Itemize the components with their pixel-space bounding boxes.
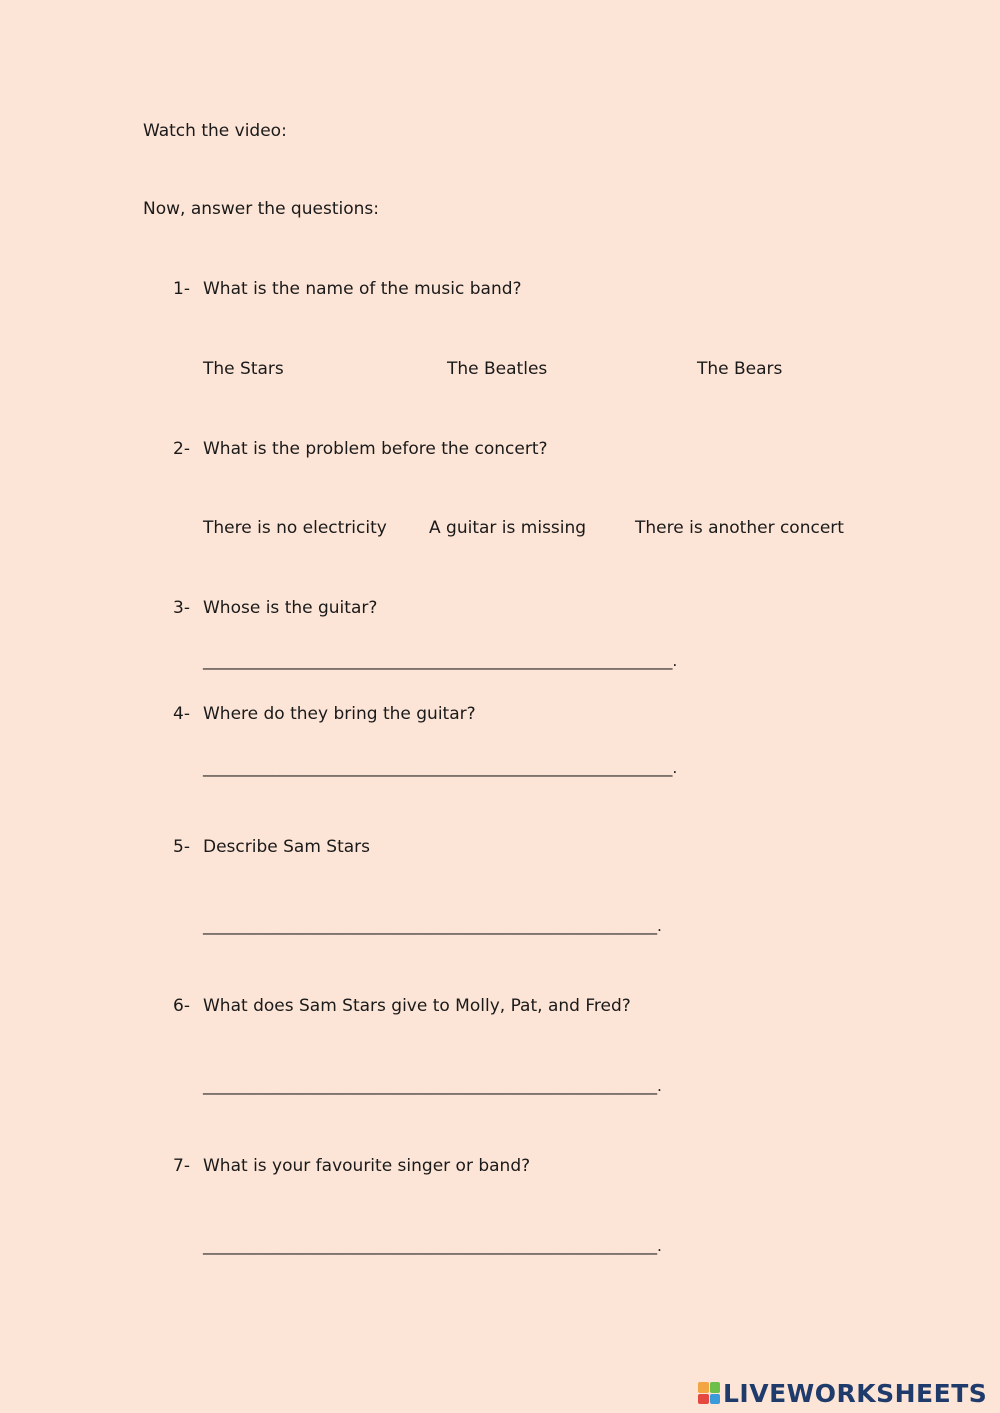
option-no-electricity[interactable]: There is no electricity xyxy=(203,518,387,538)
answer-instruction: Now, answer the questions: xyxy=(143,199,379,219)
answer-field-6[interactable]: ___________________________________________________________. xyxy=(203,1077,662,1095)
option-another-concert[interactable]: There is another concert xyxy=(635,518,844,538)
option-guitar-missing[interactable]: A guitar is missing xyxy=(429,518,587,538)
watch-instruction: Watch the video: xyxy=(143,121,287,141)
question-number: 5- xyxy=(173,837,190,857)
question-text: What does Sam Stars give to Molly, Pat, and Fred? xyxy=(203,996,631,1016)
question-number: 6- xyxy=(173,996,190,1016)
question-text: Where do they bring the guitar? xyxy=(203,704,476,724)
question-number: 2- xyxy=(173,439,190,459)
logo-mark-icon xyxy=(698,1382,720,1404)
question-text: What is the name of the music band? xyxy=(203,279,522,299)
question-number: 7- xyxy=(173,1156,190,1176)
answer-field-4[interactable]: _____________________________________________________________. xyxy=(203,759,678,777)
question-text: Whose is the guitar? xyxy=(203,598,378,618)
question-text: What is your favourite singer or band? xyxy=(203,1156,531,1176)
question-number: 3- xyxy=(173,598,190,618)
liveworksheets-logo[interactable] xyxy=(698,1378,987,1408)
option-the-stars[interactable]: The Stars xyxy=(203,359,284,379)
answer-field-7[interactable]: ___________________________________________________________. xyxy=(203,1237,662,1255)
question-text: What is the problem before the concert? xyxy=(203,439,548,459)
question-text: Describe Sam Stars xyxy=(203,837,371,857)
option-the-bears[interactable]: The Bears xyxy=(697,359,783,379)
question-number: 1- xyxy=(173,279,190,299)
option-the-beatles[interactable]: The Beatles xyxy=(447,359,548,379)
logo-text: LIVEWORKSHEETS xyxy=(723,1378,988,1408)
answer-field-5[interactable]: ___________________________________________________________. xyxy=(203,917,662,935)
question-number: 4- xyxy=(173,704,190,724)
answer-field-3[interactable]: _____________________________________________________________. xyxy=(203,652,678,670)
